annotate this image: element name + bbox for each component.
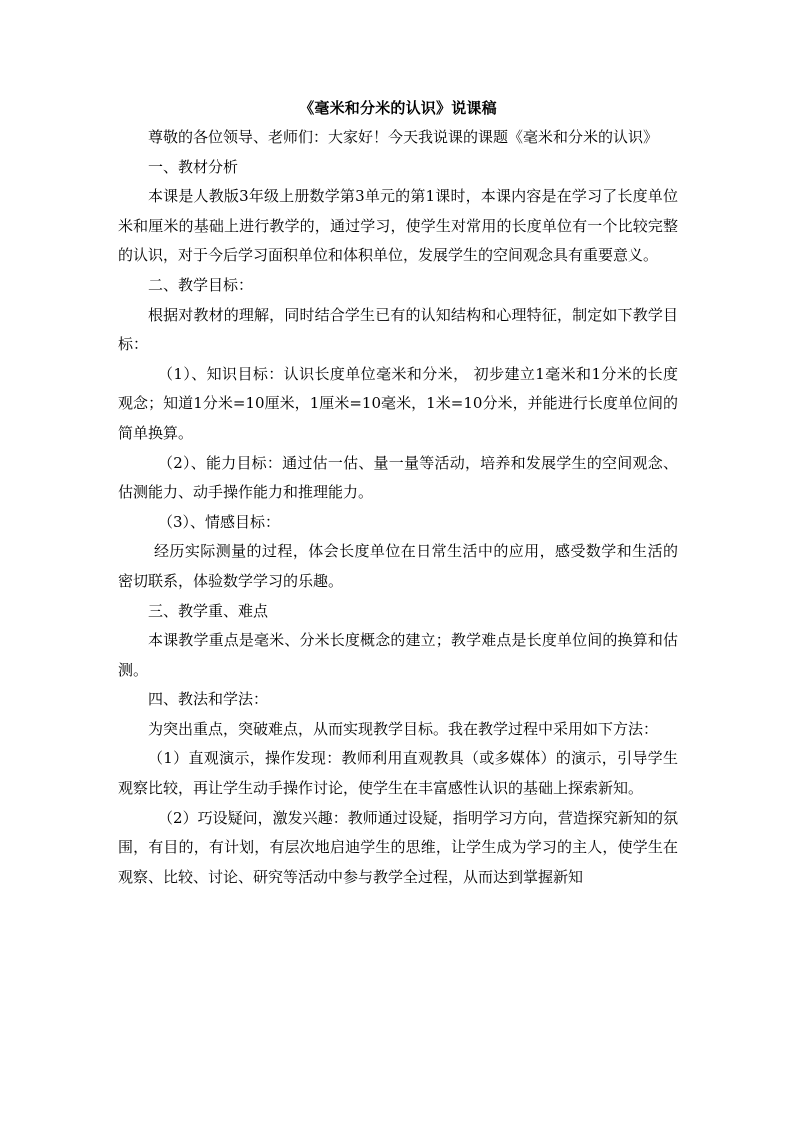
document-title: 《毫米和分米的认识》说课稿 — [299, 99, 497, 117]
knowledge-goal-paragraph: （1）、知识目标：认识长度单位毫米和分米， 初步建立1毫米和1分米的长度观念；知道1分米=10厘米，1厘米=10毫米，1米=10分米，并能进行长度单位间的简单换算。 — [118, 364, 678, 442]
section-heading-methods: 四、教法和学法： — [148, 690, 269, 709]
method-1-paragraph: （1）直观演示，操作发现：教师利用直观教具（或多媒体）的演示，引导学生观察比较，再让学生动手操作讨论，使学生在丰富感性认识的基础上探索新知。 — [118, 749, 678, 798]
section-heading-textbook-analysis: 一、教材分析 — [148, 157, 239, 176]
textbook-analysis-paragraph: 本课是人教版3年级上册数学第3单元的第1课时，本课内容是在学习了长度单位米和厘米的基础上进行教学的，通过学习，使学生对常用的长度单位有一个比较完整的认识，对于今后学习面积单位和体积单位，发展学生的空间观念具有重要意义。 — [118, 187, 678, 265]
method-2-paragraph: （2）巧设疑问，激发兴趣：教师通过设疑，指明学习方向，营造探究新知的氛围，有目的，有计划，有层次地启迪学生的思维，让学生成为学习的主人，使学生在观察、比较、讨论、研究等活动中参与教学全过程，从而达到掌握新知 — [118, 808, 678, 886]
methods-intro-paragraph: 为突出重点，突破难点，从而实现教学目标。我在教学过程中采用如下方法： — [148, 719, 659, 738]
greeting-paragraph: 尊敬的各位领导、老师们：大家好！今天我说课的课题《毫米和分米的认识》 — [148, 128, 659, 146]
section-heading-key-points: 三、教学重、难点 — [148, 601, 269, 620]
emotion-goal-heading: （3）、情感目标： — [158, 512, 281, 531]
ability-goal-paragraph: （2）、能力目标：通过估一估、量一量等活动，培养和发展学生的空间观念、估测能力、动手操作能力和推理能力。 — [118, 453, 678, 502]
teaching-goals-intro-paragraph: 根据对教材的理解，同时结合学生已有的认知结构和心理特征，制定如下教学目标： — [118, 305, 678, 354]
key-points-paragraph: 本课教学重点是毫米、分米长度概念的建立；教学难点是长度单位间的换算和估测。 — [118, 631, 678, 679]
document-body — [118, 94, 678, 892]
emotion-goal-paragraph: 经历实际测量的过程，体会长度单位在日常生活中的应用，感受数学和生活的密切联系，体验数学学习的乐趣。 — [118, 542, 678, 590]
section-heading-teaching-goals: 二、教学目标： — [148, 275, 254, 294]
